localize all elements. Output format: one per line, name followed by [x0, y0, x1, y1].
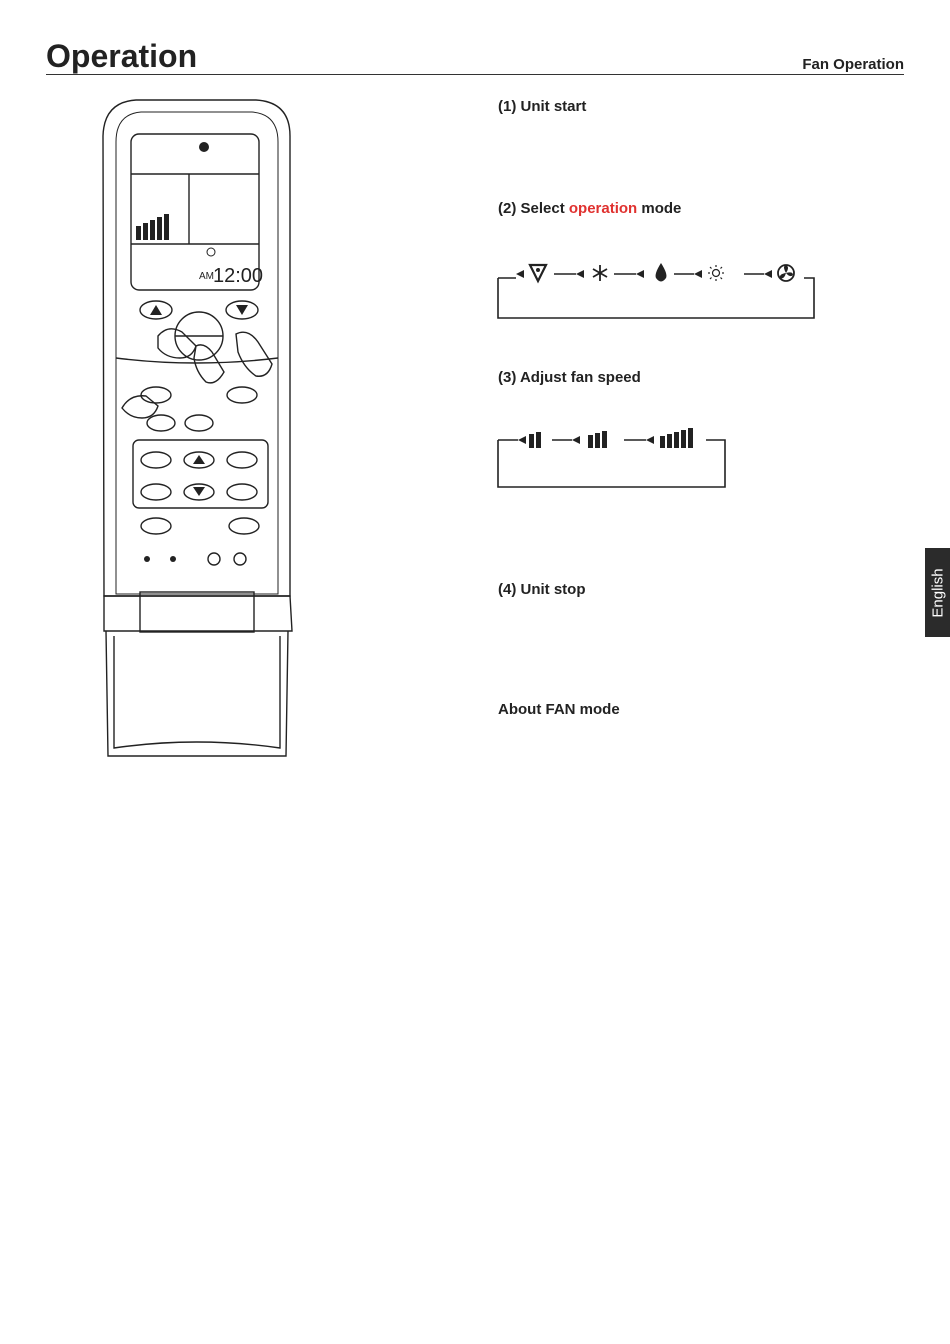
medium-speed-icon — [588, 431, 607, 448]
low-speed-icon — [529, 432, 541, 448]
auto-icon — [530, 265, 546, 281]
step-select-mode-suffix: mode — [637, 200, 682, 217]
remote-display-time: 12:00 — [213, 265, 264, 287]
high-speed-icon — [660, 428, 693, 448]
fan-speed-cycle-diagram — [494, 424, 730, 492]
header-divider — [46, 74, 904, 75]
step-select-mode — [498, 200, 681, 217]
about-fan-mode-heading: About FAN mode — [498, 701, 620, 718]
language-tab[interactable] — [925, 548, 950, 637]
fan-icon — [778, 265, 794, 281]
remote-display-am: AM — [199, 271, 214, 282]
section-title: Fan Operation — [802, 56, 904, 73]
mode-cycle-diagram — [494, 256, 819, 324]
sun-icon — [708, 265, 724, 281]
operation-highlight: operation — [568, 200, 638, 217]
language-tab-label: English — [929, 567, 946, 618]
step-unit-start: (1) Unit start — [498, 98, 587, 115]
step-adjust-fan-speed: (3) Adjust fan speed — [498, 369, 641, 386]
snowflake-icon — [593, 265, 607, 281]
step-select-mode-prefix: (2) Select — [498, 200, 569, 217]
remote-control-illustration — [96, 96, 301, 761]
page-title: Operation — [46, 38, 198, 74]
droplet-icon — [656, 263, 667, 282]
step-unit-stop: (4) Unit stop — [498, 581, 586, 598]
